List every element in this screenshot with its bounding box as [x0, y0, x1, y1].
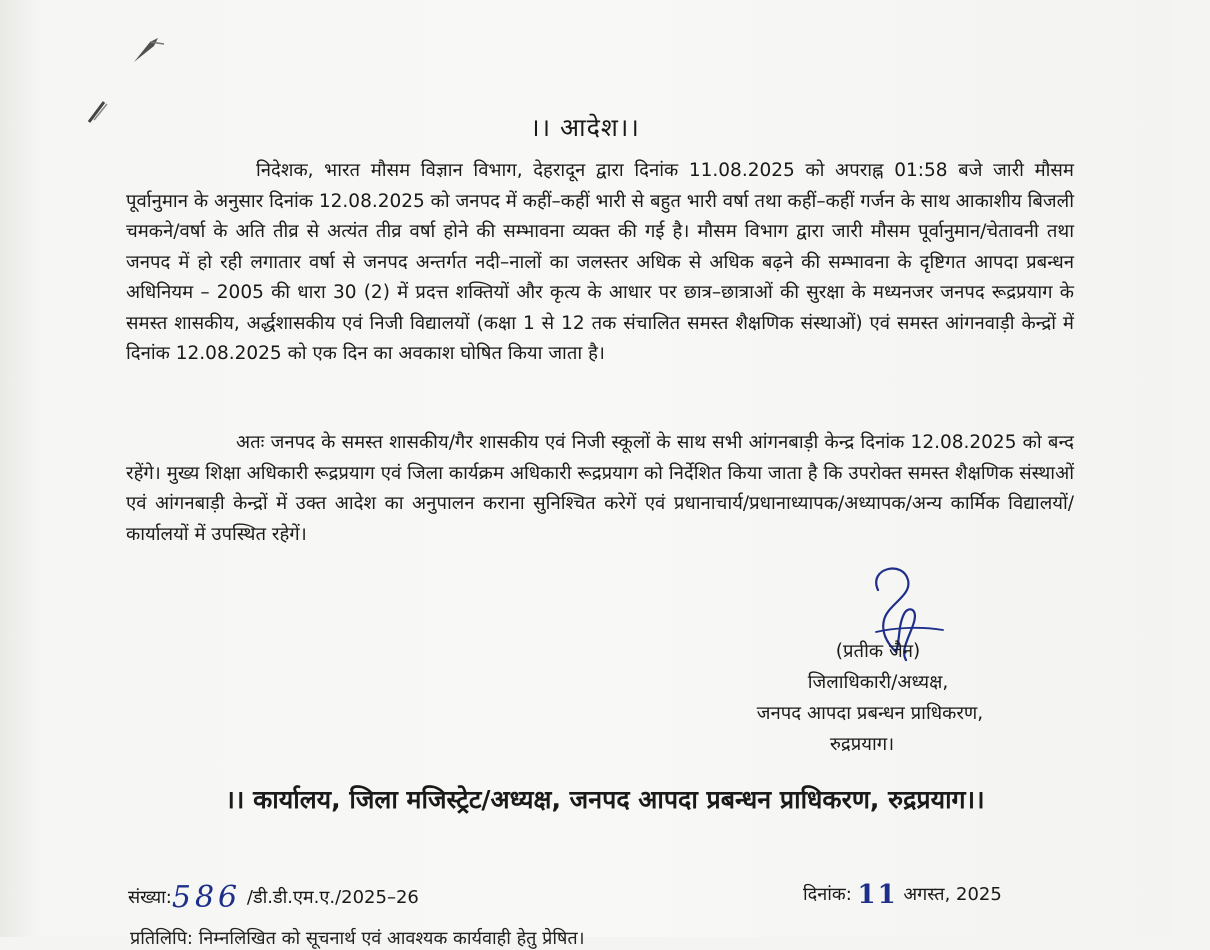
order-paragraph-1: निदेशक, भारत मौसम विज्ञान विभाग, देहरादून द्वारा दिनांक 11.08.2025 को अपराह्न 01:58 बजे जारी मौसम पूर्वानुमान के अनुसार दिनांक 12.08.2025 को जनपद में कहीं–कहीं भारी से बहुत भारी वर्षा तथा कहीं–कहीं गर्जन के साथ आकाशीय बिजली चमकने/वर्षा के अति तीव्र से अत्यंत तीव्र वर्षा होने की सम्भावना व्यक्त की गई है। मौसम विभाग द्वारा जारी मौसम पूर्वानुमान/चेतावनी तथा जनपद में हो रही लगातार वर्षा से जनपद अन्तर्गत नदी–नालों का जलस्तर अधिक से अधिक बढ़ने की सम्भावना के दृष्टिगत आपदा प्रबन्धन अधिनियम – 2005 की धारा 30 (2) में प्रदत्त शक्तियों और कृत्य के आधार पर छात्र–छात्राओं की सुरक्षा के मध्यनजर जनपद रूद्रप्रयाग के समस्त शासकीय, अर्द्धशासकीय एवं निजी विद्यालयों (कक्षा 1 से 12 तक संचालित समस्त शैक्षणिक संस्थाओं) एवं समस्त आंगनवाड़ी केन्द्रों में दिनांक 12.08.2025 को एक दिन का अवकाश घोषित किया जाता है। [126, 160, 1074, 364]
date-day-handwritten: 11 [857, 880, 898, 910]
issue-date [803, 880, 1002, 910]
office-heading: ।। कार्यालय, जिला मजिस्ट्रेट/अध्यक्ष, जनपद आपदा प्रबन्धन प्राधिकरण, रुद्रप्रयाग।। [225, 785, 985, 814]
reference-number [128, 880, 419, 915]
date-label: दिनांक: [803, 884, 852, 905]
pen-mark-top [128, 34, 170, 68]
signatory-designation: जिलाधिकारी/अध्यक्ष, [807, 672, 949, 693]
reference-suffix: /डी.डी.एम.ए./2025–26 [246, 887, 419, 908]
signatory-authority: जनपद आपदा प्रबन्धन प्राधिकरण, [756, 703, 984, 724]
signatory-place: रुद्रप्रयाग। [829, 734, 895, 755]
signatory-name: (प्रतीक जैन) [835, 641, 921, 662]
signature-block [740, 636, 1060, 760]
copy-to-line-cutoff: प्रतिलिपि: निम्नलिखित को सूचनार्थ एवं आवश्यक कार्यवाही हेतु प्रेषित। [130, 928, 585, 949]
date-month-year: अगस्त, 2025 [903, 884, 1002, 905]
reference-number-handwritten: 586 [171, 880, 242, 915]
order-paragraph-2: अतः जनपद के समस्त शासकीय/गैर शासकीय एवं निजी स्कूलों के साथ सभी आंगनबाड़ी केन्द्र दिनांक 12.08.2025 को बन्द रहेंगे। मुख्य शिक्षा अधिकारी रूद्रप्रयाग एवं जिला कार्यक्रम अधिकारी रूद्रप्रयाग को निर्देशित किया जाता है कि उपरोक्त समस्त शैक्षणिक संस्थाओं एवं आंगनबाड़ी केन्द्रों में उक्त आदेश का अनुपालन कराना सुनिश्चित करेगें एवं प्रधानाचार्य/प्रधानाध्यापक/अध्यापक/अन्य कार्मिक विद्यालयों/कार्यालयों में उपस्थित रहेगें। [126, 432, 1074, 545]
reference-label: संख्या: [128, 887, 172, 908]
order-title: ।। आदेश।। [530, 113, 640, 142]
